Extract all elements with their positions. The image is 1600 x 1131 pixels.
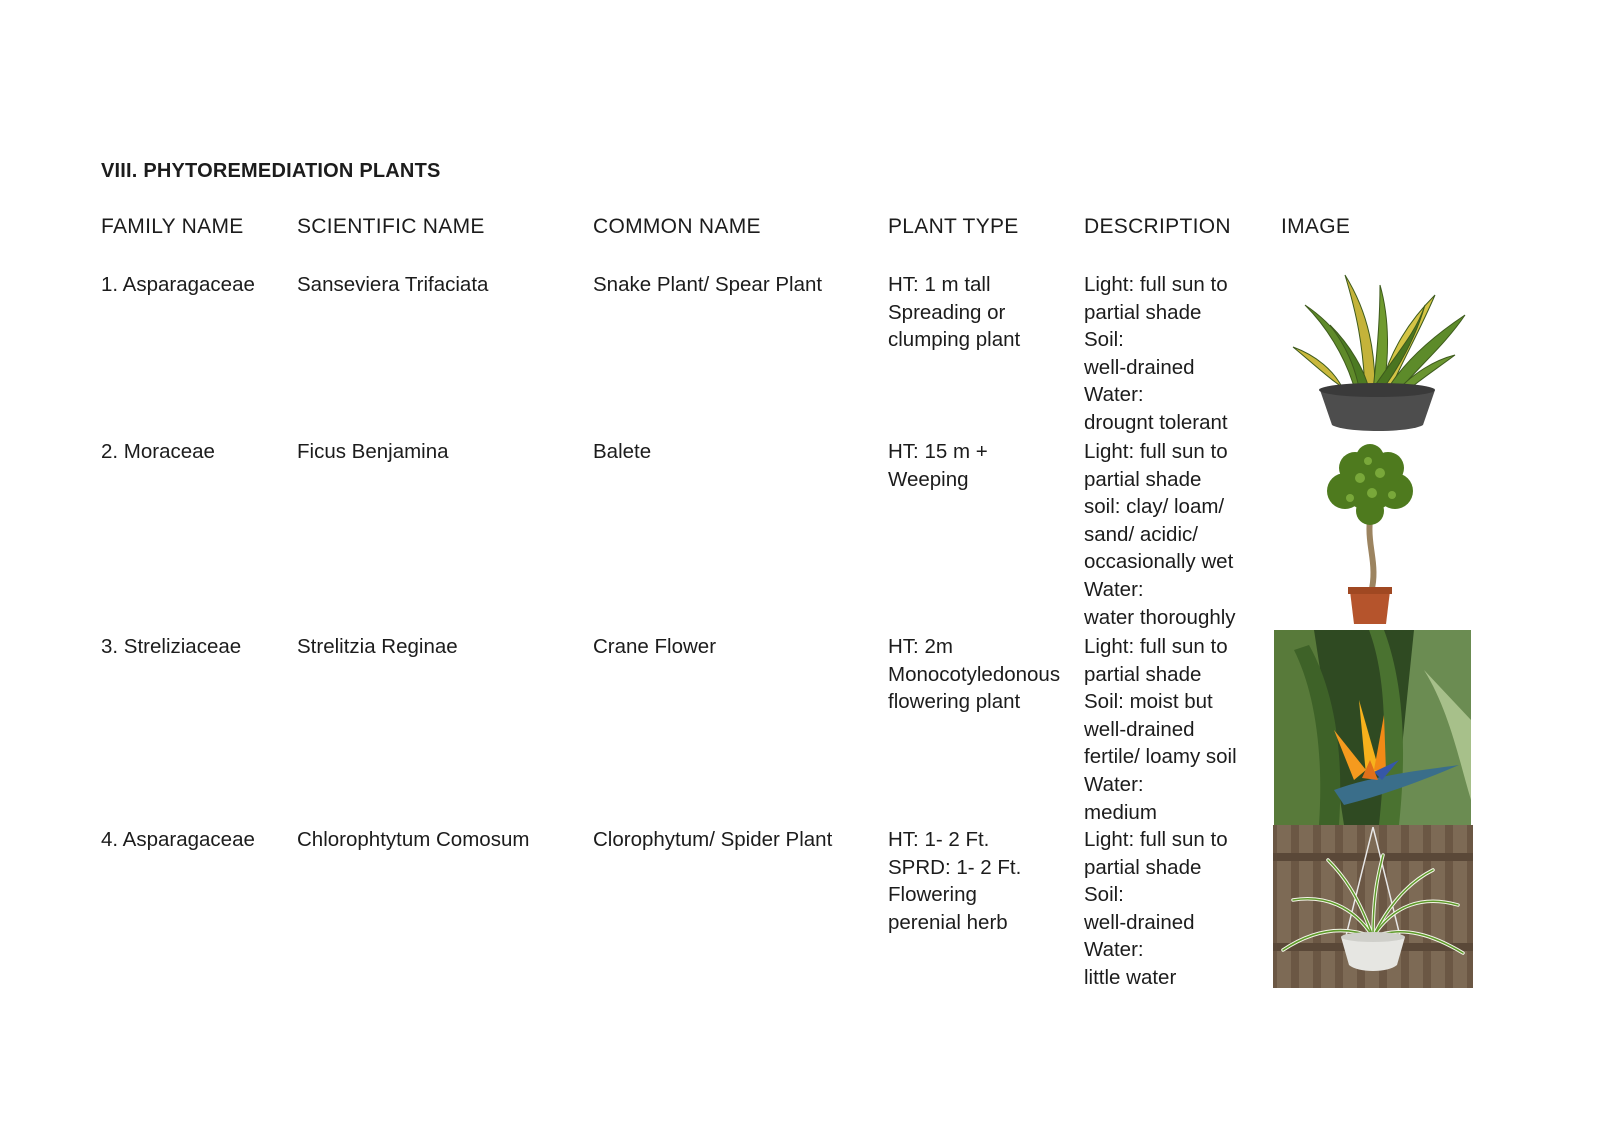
plant-type [888, 826, 1021, 936]
description [1084, 633, 1237, 826]
plant-type-line: Weeping [888, 467, 969, 491]
description-line: Soil: [1084, 883, 1124, 907]
description-line: Light: full sun to [1084, 440, 1228, 463]
description-line: little water [1084, 965, 1177, 989]
description-line: well-drained [1084, 355, 1195, 379]
common-name: Clorophytum/ Spider Plant [593, 828, 833, 851]
description-line: Light: full sun to [1084, 273, 1228, 296]
description-line: Water: [1084, 383, 1144, 407]
family-name: 3. Streliziaceae [101, 635, 242, 658]
description-line: well-drained [1084, 717, 1195, 741]
scientific-name: Ficus Benjamina [297, 440, 449, 463]
ficus-tree-image [1310, 443, 1430, 626]
plant-type-line: flowering plant [888, 690, 1021, 714]
plant-type-line: HT: 15 m + [888, 440, 988, 463]
description-line: Soil: moist but [1084, 690, 1213, 714]
description [1084, 438, 1236, 631]
scientific-name: Sanseviera Trifaciata [297, 273, 489, 296]
scientific-name: Strelitzia Reginae [297, 635, 458, 658]
description-line: drougnt tolerant [1084, 410, 1228, 434]
plant-type [888, 271, 1020, 354]
description-line: Light: full sun to [1084, 828, 1228, 851]
column-header-common: COMMON NAME [593, 215, 761, 238]
description-line: Water: [1084, 938, 1144, 962]
description-line: sand/ acidic/ [1084, 522, 1198, 546]
description [1084, 826, 1228, 992]
snake-plant-image [1285, 265, 1470, 435]
column-header-family: FAMILY NAME [101, 215, 244, 238]
description [1084, 271, 1228, 437]
common-name: Snake Plant/ Spear Plant [593, 273, 823, 296]
column-header-type: PLANT TYPE [888, 215, 1019, 238]
plant-type-line: HT: 2m [888, 635, 953, 658]
description-line: partial shade [1084, 300, 1202, 324]
description-line: soil: clay/ loam/ [1084, 495, 1225, 519]
plant-type [888, 633, 1060, 716]
plant-type-line: HT: 1- 2 Ft. [888, 828, 990, 851]
family-name: 1. Asparagaceae [101, 273, 255, 296]
column-header-image: IMAGE [1281, 215, 1351, 238]
description-line: Water: [1084, 772, 1144, 796]
plant-type-line: SPRD: 1- 2 Ft. [888, 855, 1022, 879]
description-line: Soil: [1084, 328, 1124, 352]
spider-plant-image [1273, 825, 1473, 988]
plant-type [888, 438, 988, 493]
plant-type-line: Spreading or [888, 300, 1006, 324]
plant-type-line: HT: 1 m tall [888, 273, 991, 296]
page-title: VIII. PHYTOREMEDIATION PLANTS [101, 160, 441, 182]
description-line: partial shade [1084, 467, 1202, 491]
common-name: Crane Flower [593, 635, 717, 658]
description-line: occasionally wet [1084, 550, 1234, 574]
plant-type-line: Monocotyledonous [888, 662, 1061, 686]
description-line: partial shade [1084, 662, 1202, 686]
bird-of-paradise-image [1274, 630, 1471, 825]
family-name: 4. Asparagaceae [101, 828, 255, 851]
description-line: fertile/ loamy soil [1084, 745, 1237, 769]
description-line: medium [1084, 800, 1157, 824]
column-header-scientific: SCIENTIFIC NAME [297, 215, 485, 238]
column-header-description: DESCRIPTION [1084, 215, 1231, 238]
description-line: well-drained [1084, 910, 1195, 934]
scientific-name: Chlorophtytum Comosum [297, 828, 530, 851]
plant-type-line: Flowering [888, 883, 977, 907]
description-line: Water: [1084, 577, 1144, 601]
description-line: partial shade [1084, 855, 1202, 879]
plant-type-line: perenial herb [888, 910, 1008, 934]
plant-type-line: clumping plant [888, 328, 1021, 352]
family-name: 2. Moraceae [101, 440, 215, 463]
description-line: water thoroughly [1084, 605, 1236, 629]
common-name: Balete [593, 440, 652, 463]
description-line: Light: full sun to [1084, 635, 1228, 658]
